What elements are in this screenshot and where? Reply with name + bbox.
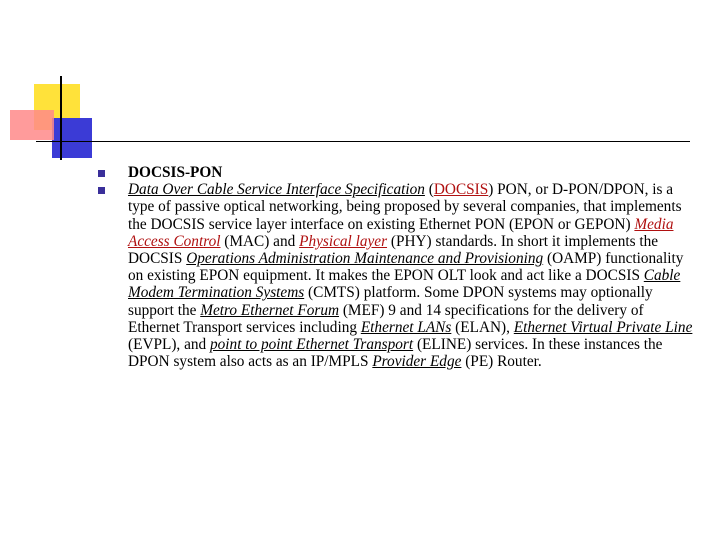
- text-run: (PHY) standards. In short it implements the DOCSIS: [128, 232, 659, 268]
- text-run: (EVPL), and: [128, 336, 210, 354]
- link-evpl[interactable]: Ethernet Virtual Private Line: [513, 318, 693, 336]
- link-docsis-spec[interactable]: Data Over Cable Service Interface Specification: [128, 181, 425, 199]
- text-run: (MEF) 9 and 14 specifications for the delivery of Ethernet Transport services including: [128, 301, 644, 336]
- link-media-access-control[interactable]: Media Access Control: [128, 215, 674, 250]
- link-provider-edge[interactable]: Provider Edge: [372, 353, 462, 371]
- decor-horizontal-rule: [36, 141, 690, 142]
- text-run: (OAMP) functionality on existing EPON equipment. It makes the EPON OLT look and act like a DOCSIS: [128, 250, 684, 285]
- decor-vertical-line: [60, 76, 62, 160]
- text-run: (ELAN),: [451, 318, 514, 336]
- bullet-item-title: [98, 164, 698, 181]
- text-run: (: [424, 181, 434, 199]
- text-run: ) PON, or D-PON/DPON, is a type of passive optical networking, being proposed by several companies, that implements the DOCSIS service layer interface on existing Ethernet PON (EPON or GEPON): [128, 181, 682, 233]
- description-text: [128, 181, 692, 370]
- bullet-list: [98, 164, 698, 370]
- link-ethernet-lans[interactable]: Ethernet LANs: [360, 318, 452, 336]
- link-physical-layer[interactable]: Physical layer: [299, 232, 388, 250]
- square-bullet-icon: [98, 187, 105, 194]
- link-metro-ethernet-forum[interactable]: Metro Ethernet Forum: [200, 301, 340, 319]
- link-point-to-point-ethernet[interactable]: point to point Ethernet Transport: [210, 336, 414, 354]
- decor-blue-square: [52, 118, 92, 158]
- link-cmts[interactable]: Cable Modem Termination Systems: [128, 267, 681, 302]
- text-run: (ELINE) services. In these instances the DPON system also acts as an IP/MPLS: [128, 336, 663, 371]
- text-run: (CMTS) platform. Some DPON systems may optionally support the: [128, 284, 653, 319]
- link-oamp[interactable]: Operations Administration Maintenance and Provisioning: [186, 250, 544, 268]
- slide-heading: DOCSIS-PON: [128, 164, 223, 181]
- bullet-item-description: [98, 181, 698, 370]
- decor-pink-square: [10, 110, 54, 140]
- square-bullet-icon: [98, 170, 105, 177]
- text-run: (MAC) and: [220, 232, 300, 250]
- link-docsis[interactable]: DOCSIS: [433, 181, 489, 199]
- text-run: (PE) Router.: [461, 353, 542, 371]
